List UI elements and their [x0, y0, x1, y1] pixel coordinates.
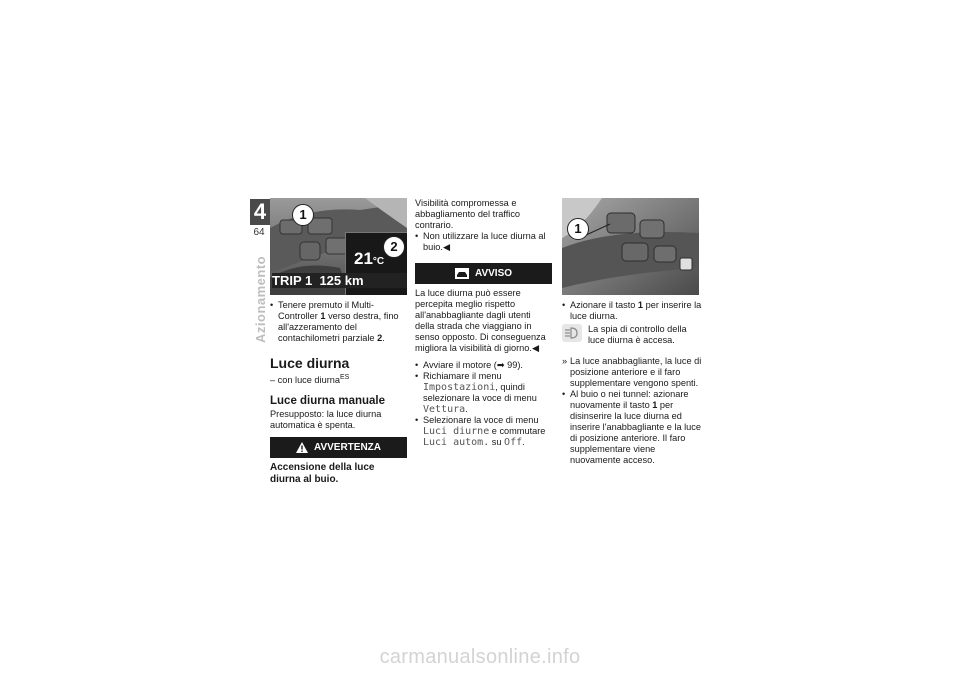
warning-text: Accensione della luce diurna al buio. [270, 462, 375, 485]
watermark: carmanualsonline.info [379, 646, 581, 668]
indicator-row [562, 324, 702, 348]
indicator-text: La spia di controllo della luce diurna è accesa. [588, 324, 687, 345]
display-temp-row [354, 249, 384, 269]
column-1-text [270, 300, 407, 485]
notice-label: AVVISO [474, 268, 513, 279]
result-lights-off: » La luce anabbagliante, la luce di posizione anteriore e il faro supplementare vengono spenti. [562, 356, 702, 389]
precondition: Presupposto: la luce diurna automatica è spenta. [270, 409, 382, 431]
step-press-button: • Azionare il tasto 1 per inserire la luce diurna. [562, 300, 702, 322]
step-start-engine: • Avviare il motore (➡ 99). [415, 360, 552, 371]
callout-1: 1 [292, 204, 314, 226]
notice-bar [415, 263, 552, 284]
step-select-menu: • Selezionare la voce di menu Luci diurne e commutare Luci autom. su Off. [415, 415, 552, 448]
display-temp-unit: °C [372, 256, 385, 267]
handlebar-button-illustration [562, 198, 699, 295]
warning-label: AVVERTENZA [313, 442, 382, 454]
handlebar-photo-left [270, 198, 407, 295]
end-mark-icon: ◀ [531, 343, 540, 353]
callout-2: 2 [383, 236, 405, 258]
display-trip: TRIP 1 125 km [272, 273, 407, 288]
warning-triangle-icon [296, 442, 308, 453]
column-2-text [415, 198, 552, 448]
notice-text: La luce diurna può essere percepita meglio rispetto all'anabbagliante dagli utenti della strada che viaggiano in senso opposto. Di conseguenza migliora la visibilità di giorno.◀ [415, 288, 546, 353]
option-line: – con luce diurna$^{ES}$ [270, 374, 350, 386]
step-open-menu: • Richiamare il menu Impostazioni, quindi selezionare la voce di menu Vettura. [415, 371, 552, 415]
warning-bar [270, 437, 407, 458]
daytime-light-indicator-icon [562, 324, 582, 342]
bullet-no-dark: • Non utilizzare la luce diurna al buio.◀ [415, 231, 552, 253]
handlebar-photo-right [562, 198, 699, 295]
display-temp: 21 [354, 249, 373, 268]
step-tunnel: • Al buio o nei tunnel: azionare nuovamente il tasto 1 per disinserire la luce diurna ed inserire l'anabbagliante e la luce di posizione anteriore. Il faro supplementare viene nuovamente acceso. [562, 389, 702, 466]
callout-1: 1 [567, 218, 589, 240]
warning-intro: Visibilità compromessa e abbagliamento del traffico contrario. [415, 198, 521, 230]
notice-car-icon [455, 268, 469, 279]
heading-luce-diurna: Luce diurna [270, 355, 350, 371]
column-3-text [562, 300, 702, 466]
end-mark-icon: ◀ [442, 242, 451, 252]
heading-manual: Luce diurna manuale [270, 395, 386, 408]
step-reset-trip: • Tenere premuto il Multi-Controller 1 verso destra, fino all'azzeramento del contachilometri parziale 2. [270, 300, 407, 344]
chapter-number: 4 [250, 199, 270, 225]
page-ref: ➡ 99 [496, 360, 518, 370]
chapter-title: Azionamento [253, 255, 268, 343]
page-number: 64 [253, 227, 265, 238]
